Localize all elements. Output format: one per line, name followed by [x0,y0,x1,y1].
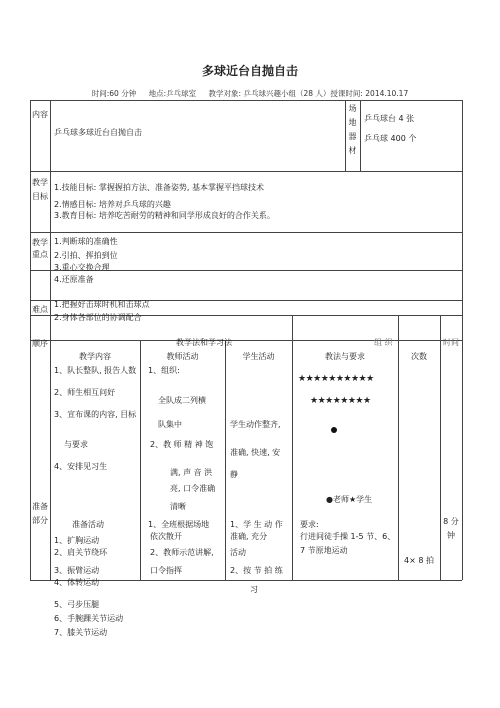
count-value: 4× 8 拍 [404,556,434,565]
teacher-item: 满, 声 音 洪 [170,468,213,477]
grid-line [50,100,51,580]
grid-line [360,100,361,171]
content-item: 3、振臂运动 [54,566,100,575]
page-title: 多球近台自抛自击 [201,64,298,78]
key-point-item: 1.判断球的准确性 [54,237,118,246]
grid-line [225,340,226,580]
venue-item: 乒乓球台 4 张 [364,114,415,123]
methods-header: 教学法和学习法 [176,338,232,347]
time-value: 8 分 钟 [443,517,459,540]
student-item: 1、学 生 动 作 [230,520,283,529]
teacher-item: 清晰 [170,502,186,511]
venue-label: 场地器材 [348,104,357,155]
teacher-item: 1、组织: [148,366,180,375]
section-label: 准备部分 [32,502,48,525]
grid-line [30,171,462,172]
venue-item: 乒乓球 400 个 [364,134,417,143]
grid-line [30,100,462,101]
student-item: 学生动作整齐, [230,420,281,429]
star-formation-row: ★★★★★★★★ [310,396,371,406]
content-item: 4、安排见习生 [54,462,108,471]
difficult-label: 难点 [32,305,48,314]
goal-item: 2.情感目标: 培养对乒乓球的兴趣 [54,200,171,209]
content-item: 2、肩关节绕环 [54,548,108,557]
content-item: 准备活动 [72,520,104,529]
content-item: 4、体转运动 [54,578,100,587]
lesson-meta [0,88,500,99]
key-points-label: 教学重点 [32,238,48,259]
key-point-item: 3.重心交换合理 [54,263,110,272]
student-item: 2、按 节 拍 练 [230,566,283,575]
meta-target: 教学对象: 乒乓球兴趣小组（28 人）授课时间: 2014.10.17 [208,89,409,98]
teacher-item: 1、全班根据场地 [148,520,210,529]
grid-line [30,232,462,233]
org-header: 组 织 [374,338,393,347]
grid-line [140,340,141,580]
teacher-item: 2、教 师 精 神 饱 [150,440,214,449]
time-header: 时间 [443,338,459,347]
content-item: 1、扩胸运动 [54,536,100,545]
col-student-header: 学生活动 [242,352,275,361]
teacher-item: 口令指挥 [150,566,182,575]
content-item: 5、弓步压腿 [54,600,100,609]
teacher-item: 队集中 [158,420,182,429]
goals-label: 教学目标 [32,178,48,201]
goal-item: 1.技能目标: 掌握握拍方法、准备姿势, 基本掌握平挡球技术 [54,183,264,192]
teacher-item: 2、教师示范讲解, [150,548,214,557]
star-formation-row: ★★★★★★★★★★ [298,374,374,384]
student-item: 准确, 充分 [230,532,268,541]
meta-time: 时间:60 分钟 [91,89,137,98]
student-item: 准确, 快速, 安 [230,448,281,457]
teacher-item: 全队成二列横 [158,396,206,405]
grid-line [462,100,463,580]
col-method-header: 教法与要求 [325,352,365,361]
requirement-label: 要求: [300,520,319,529]
student-item: 习 [250,585,258,594]
requirement-line: 7 节原地运动 [300,546,348,555]
teacher-item: 依次散开 [150,532,182,541]
key-point-item: 4.还原准备 [54,275,94,284]
content-item: 7、膝关节运动 [54,628,108,637]
meta-place: 地点:乒乓球室 [148,89,197,98]
goal-item: 3.教育目标: 培养吃苦耐劳的精神和同学形成良好的合作关系。 [54,211,275,220]
content-item: 1、队长整队, 报告人数 [54,366,137,375]
difficult-item: 2.身体各部位的协调配合 [54,313,142,322]
content-item: 3、宣布课的内容, 目标 [54,410,137,419]
content-label: 内容 [32,110,48,119]
student-item: 静 [230,470,238,479]
student-item: 活动 [230,548,246,557]
order-label: 顺序 [32,339,48,348]
requirement-line: 行进间徒手操 1-5 节、6、 [300,532,396,541]
content-text: 乒乓球多球近台自抛自击 [54,128,142,137]
difficult-item: 1.把握好击球时机和击球点 [54,300,150,309]
teacher-item: 亮, 口令准确 [170,484,216,493]
col-content-header: 教学内容 [79,352,111,361]
key-point-item: 2.引拍、挥拍到位 [54,251,118,260]
col-count-header: 次数 [411,352,427,361]
content-item: 6、手腕踝关节运动 [54,614,124,623]
content-item: 与要求 [64,440,88,449]
teacher-position-icon [331,427,337,433]
formation-legend: ●老师★学生 [326,495,373,504]
content-item: 2、师生相互问好 [54,388,116,397]
col-teacher-header: 教师活动 [166,352,199,361]
